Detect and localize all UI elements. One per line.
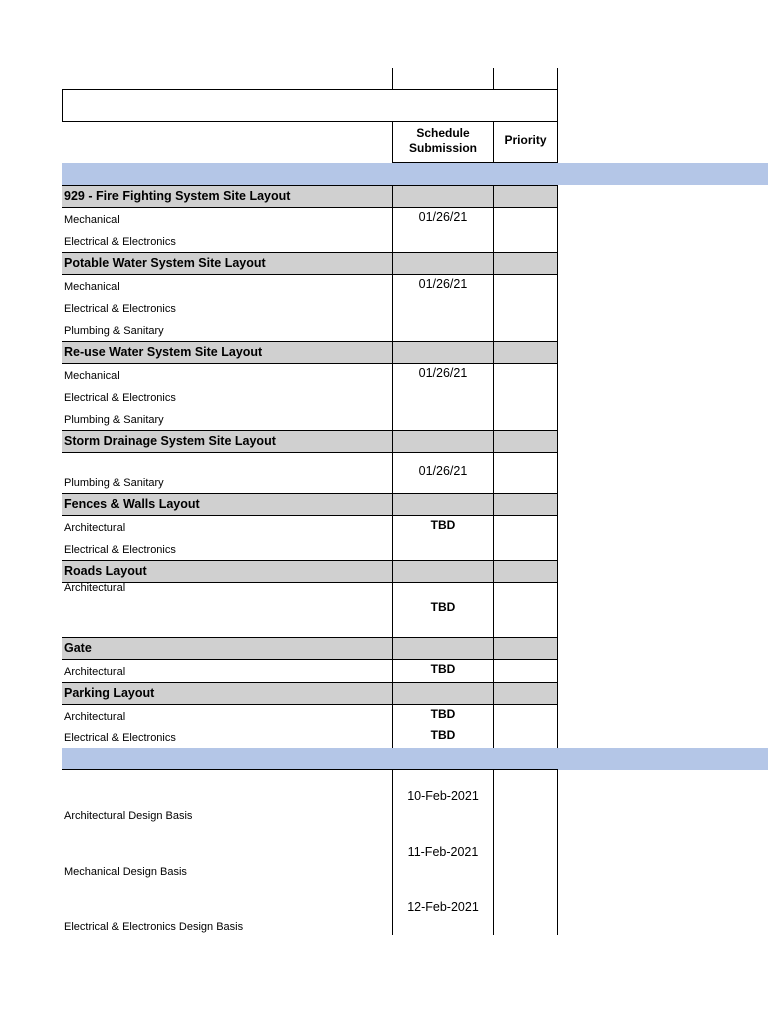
section-title: Fences & Walls Layout [64,497,200,511]
list-item: Plumbing & Sanitary [64,325,164,337]
section-title: Parking Layout [64,686,155,700]
schedule-date: 01/26/21 [418,464,468,478]
design-basis-label: Mechanical Design Basis [64,866,187,878]
schedule-date: TBD [430,518,456,532]
list-item: Mechanical [64,281,120,293]
list-item: Electrical & Electronics [64,732,176,744]
schedule-submission-header: Schedule Submission [408,126,477,155]
list-item: Electrical & Electronics [64,544,176,556]
list-item: Architectural [64,711,126,723]
schedule-date: 01/26/21 [418,366,468,380]
list-item: Electrical & Electronics [64,392,176,404]
list-item: Mechanical [64,370,120,382]
section-title: Potable Water System Site Layout [64,256,266,270]
list-item: Plumbing & Sanitary [64,477,164,489]
list-item: Mechanical [64,214,120,226]
section-header [62,637,558,659]
title-box [62,89,558,122]
list-item: Architectural [64,582,126,594]
design-basis-date: 12-Feb-2021 [407,900,479,914]
group-band [62,163,768,185]
schedule-date: TBD [430,707,456,721]
schedule-date: TBD [430,728,456,742]
section-title: Storm Drainage System Site Layout [64,434,276,448]
design-basis-label: Architectural Design Basis [64,810,193,822]
design-basis-label: Electrical & Electronics Design Basis [64,921,244,933]
list-item: Electrical & Electronics [64,236,176,248]
design-basis-date: 11-Feb-2021 [407,845,479,859]
schedule-date: TBD [430,600,456,614]
schedule-date: 01/26/21 [418,210,468,224]
section-title: 929 - Fire Fighting System Site Layout [64,189,291,203]
list-item: Electrical & Electronics [64,303,176,315]
list-item: Plumbing & Sanitary [64,414,164,426]
priority-header: Priority [504,133,547,147]
section-title: Gate [64,641,92,655]
list-item: Architectural [64,522,126,534]
group-band [62,748,768,770]
schedule-date: TBD [430,662,456,676]
design-basis-date: 10-Feb-2021 [407,789,479,803]
section-title: Roads Layout [64,564,147,578]
list-item: Architectural [64,666,126,678]
section-title: Re-use Water System Site Layout [64,345,263,359]
schedule-date: 01/26/21 [418,277,468,291]
